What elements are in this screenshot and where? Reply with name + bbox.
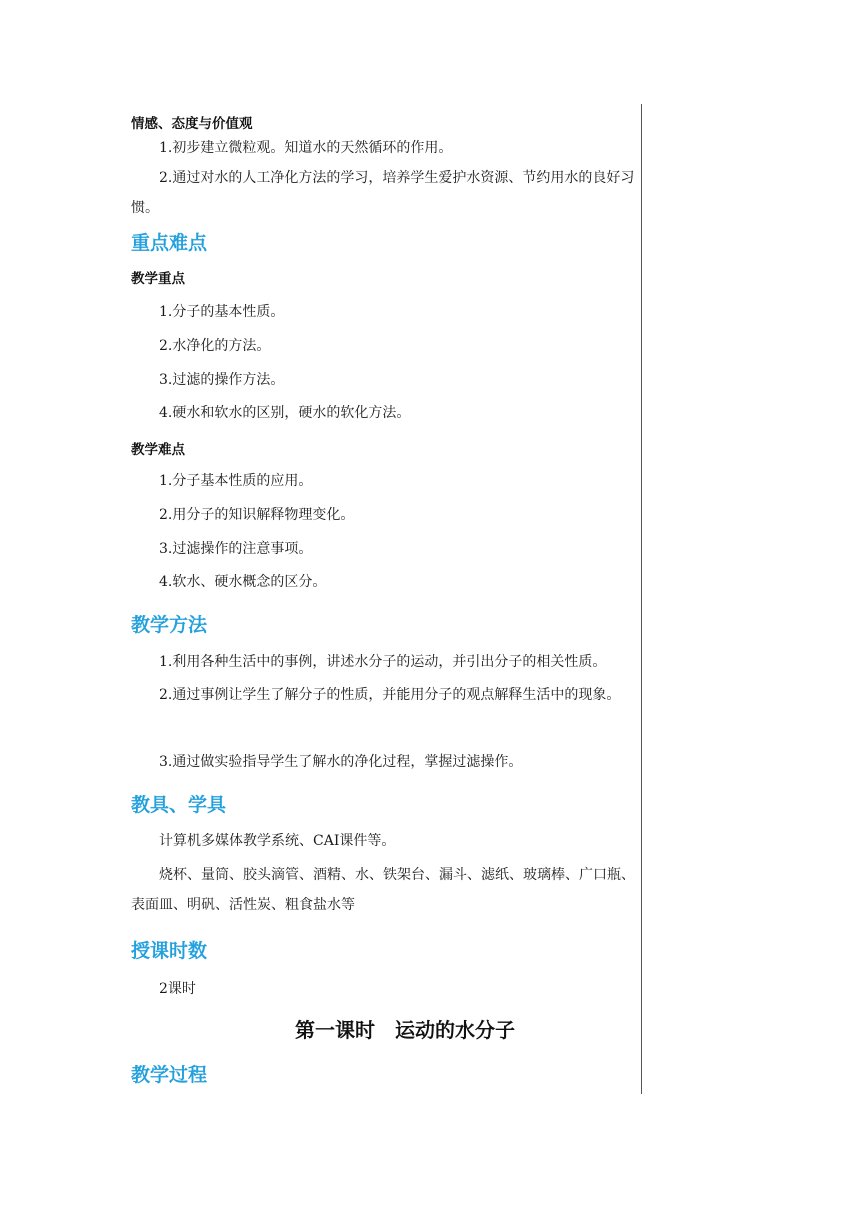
focus-item-1: 1.分子的基本性质。 xyxy=(159,304,285,320)
focus-item-3: 3.过滤的操作方法。 xyxy=(159,372,285,388)
methods-item-1: 1.利用各种生活中的事例，讲述水分子的运动，并引出分子的相关性质。 xyxy=(159,654,607,670)
class-hours-value: 2课时 xyxy=(159,981,196,997)
difficulty-item-2: 2.用分子的知识解释物理变化。 xyxy=(159,507,355,523)
focus-item-4: 4.硬水和软水的区别，硬水的软化方法。 xyxy=(159,405,411,421)
heading-teaching-difficulty: 教学难点 xyxy=(131,442,185,458)
methods-item-3: 3.通过做实验指导学生了解水的净化过程，掌握过滤操作。 xyxy=(159,754,523,770)
tools-item-2: 烧杯、量筒、胶头滴管、酒精、水、铁架台、漏斗、滤纸、玻璃棒、广口瓶、表面皿、明矾、活性炭、粗食盐水等 xyxy=(131,867,635,913)
tools-item-1: 计算机多媒体教学系统、CAI课件等。 xyxy=(159,833,396,849)
difficulty-item-4: 4.软水、硬水概念的区分。 xyxy=(159,574,327,590)
methods-item-2: 2.通过事例让学生了解分子的性质，并能用分子的观点解释生活中的现象。 xyxy=(159,687,621,703)
heading-teaching-tools: 教具、学具 xyxy=(131,794,227,816)
attitude-item-2: 2.通过对水的人工净化方法的学习，培养学生爱护水资源、节约用水的良好习惯。 xyxy=(131,170,635,216)
difficulty-item-3: 3.过滤操作的注意事项。 xyxy=(159,541,313,557)
heading-attitude: 情感、态度与价值观 xyxy=(131,116,253,132)
chapter-lesson: 第一课时 xyxy=(295,1018,375,1042)
heading-teaching-process: 教学过程 xyxy=(131,1064,208,1086)
heading-class-hours: 授课时数 xyxy=(131,940,208,962)
chapter-name: 运动的水分子 xyxy=(395,1018,515,1042)
heading-teaching-methods: 教学方法 xyxy=(131,614,208,636)
vertical-margin-line xyxy=(641,104,642,1094)
heading-teaching-focus: 教学重点 xyxy=(131,271,185,287)
heading-key-points: 重点难点 xyxy=(131,232,208,254)
difficulty-item-1: 1.分子基本性质的应用。 xyxy=(159,473,313,489)
attitude-item-1: 1.初步建立微粒观。知道水的天然循环的作用。 xyxy=(159,140,453,156)
chapter-title xyxy=(131,1014,679,1043)
focus-item-2: 2.水净化的方法。 xyxy=(159,338,271,354)
